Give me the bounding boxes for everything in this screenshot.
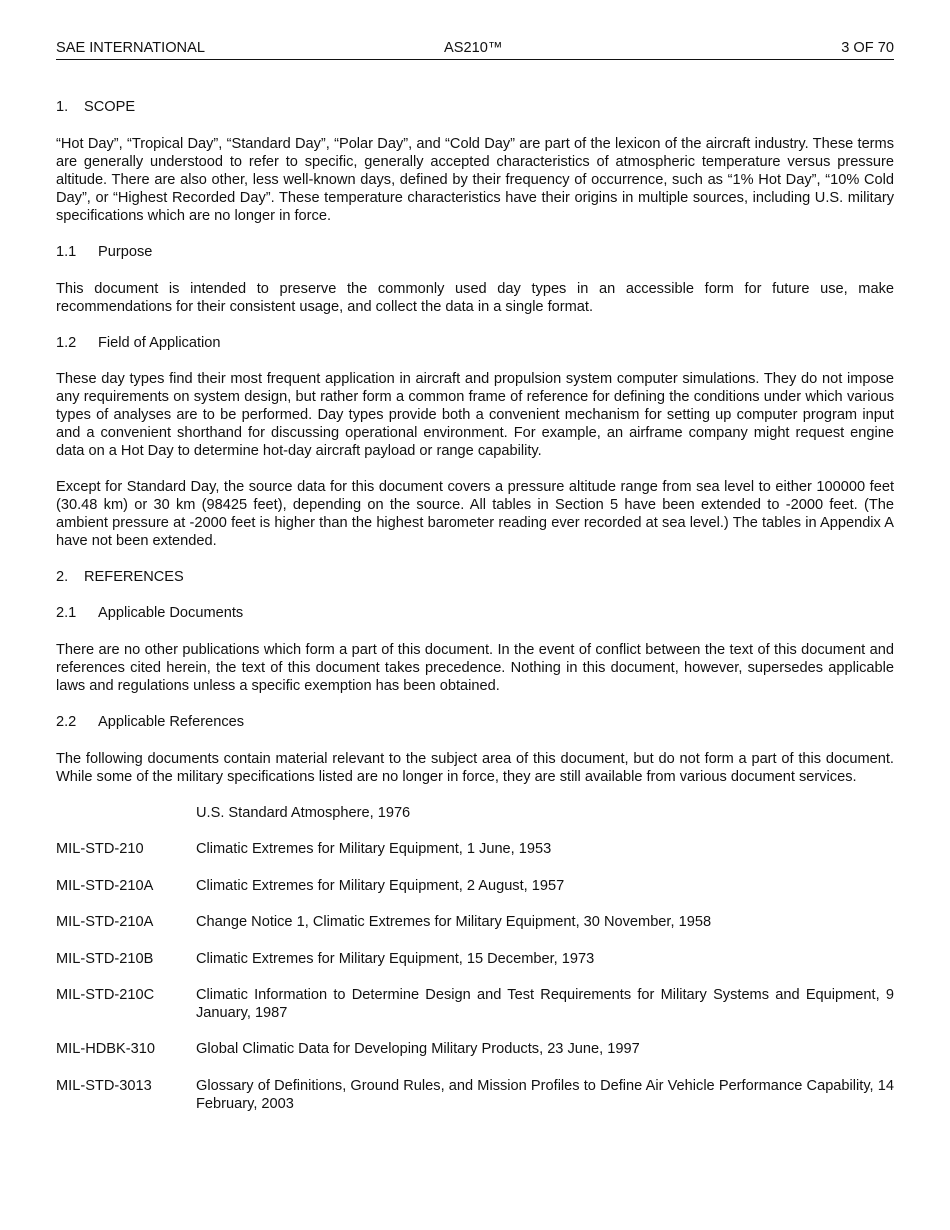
section-heading-applicable-documents [56,604,894,622]
reference-list [56,804,894,1113]
purpose-paragraph: This document is intended to preserve the commonly used day types in an accessible form for future use, make recommendations for their consistent usage, and collect the data in a single format. [56,281,894,315]
field-of-application-paragraph-1: These day types find their most frequent application in aircraft and propulsion system computer simulations. They do not impose any requirements on system design, but rather form a common frame of reference for defining the conditions under which various types of analyses are to be performed. Day types provide both a convenient mechanism for setting up computer program input and a convenient shorthand for discussing operational environment. For example, an airframe company might request engine data on a Hot Day to determine hot-day aircraft payload or range capability. [56,371,894,459]
reference-code: MIL-STD-210A [56,878,154,894]
reference-code: MIL-STD-3013 [56,1078,152,1094]
section-title: Applicable References [98,714,245,730]
reference-title: Climatic Extremes for Military Equipment, 2 August, 1957 [196,878,565,894]
applicable-documents-paragraph: There are no other publications which form a part of this document. In the event of conflict between the text of this document and references cited herein, the text of this document takes precedence. Nothing in this document, however, supersedes applicable laws and regulations unless a specific exemption has been obtained. [56,642,894,694]
reference-code: MIL-STD-210A [56,914,154,930]
section-heading-applicable-references [56,713,894,731]
reference-item [56,877,894,895]
page-header [56,39,894,60]
scope-paragraph: “Hot Day”, “Tropical Day”, “Standard Day”, “Polar Day”, and “Cold Day” are part of the lexicon of the aircraft industry. These terms are generally understood to refer to specific, generally accepted characteristics of atmospheric temperature versus pressure altitude. There are also other, less well-known days, defined by their frequency of occurrence, such as “1% Hot Day”, “10% Cold Day”, or “Highest Recorded Day”. These temperature characteristics have their origins in multiple sources, including U.S. military specifications which are no longer in force. [56,136,894,224]
section-title: Purpose [98,244,153,260]
section-title: Applicable Documents [98,605,244,621]
reference-code: MIL-STD-210 [56,841,144,857]
header-doc-id: AS210™ [444,40,503,56]
reference-title: U.S. Standard Atmosphere, 1976 [196,805,411,821]
section-title: SCOPE [84,99,136,115]
header-org: SAE INTERNATIONAL [56,40,205,56]
page-body [56,98,894,1113]
reference-title: Change Notice 1, Climatic Extremes for Military Equipment, 30 November, 1958 [196,914,712,930]
reference-title: Glossary of Definitions, Ground Rules, and Mission Profiles to Define Air Vehicle Performance Capability, 14 February, 2003 [196,1078,894,1112]
field-of-application-paragraph-2: Except for Standard Day, the source data for this document covers a pressure altitude range from sea level to either 100000 feet (30.48 km) or 30 km (98425 feet), depending on the source. All tables in Section 5 have been extended to -2000 feet. (The ambient pressure at -2000 feet is higher than the highest barometer reading ever recorded at sea level.) The tables in Appendix A have not been extended. [56,479,894,549]
section-number: 1.1 [56,244,77,260]
section-number: 1. [56,99,69,115]
reference-title: Climatic Extremes for Military Equipment, 1 June, 1953 [196,841,552,857]
reference-code: MIL-STD-210C [56,987,155,1003]
reference-title: Climatic Information to Determine Design and Test Requirements for Military Systems and Equipment, 9 January, 1987 [196,987,894,1021]
reference-item [56,1077,894,1113]
section-number: 2. [56,569,69,585]
reference-item [56,804,894,822]
section-title: REFERENCES [84,569,184,585]
section-number: 1.2 [56,335,77,351]
section-heading-purpose [56,243,894,261]
reference-title: Climatic Extremes for Military Equipment, 15 December, 1973 [196,951,595,967]
section-number: 2.1 [56,605,77,621]
section-heading-scope [56,98,894,116]
section-title: Field of Application [98,335,221,351]
section-heading-references [56,568,894,586]
reference-item [56,840,894,858]
reference-code: MIL-STD-210B [56,951,154,967]
reference-item [56,1040,894,1058]
reference-code: MIL-HDBK-310 [56,1041,155,1057]
applicable-references-paragraph: The following documents contain material relevant to the subject area of this document, but do not form a part of this document. While some of the military specifications listed are no longer in force, they are still available from various document services. [56,751,894,785]
reference-item [56,986,894,1022]
header-page-number: 3 OF 70 [841,40,894,56]
section-number: 2.2 [56,714,77,730]
reference-item [56,950,894,968]
reference-item [56,913,894,931]
section-heading-field-of-application [56,334,894,352]
reference-title: Global Climatic Data for Developing Military Products, 23 June, 1997 [196,1041,640,1057]
